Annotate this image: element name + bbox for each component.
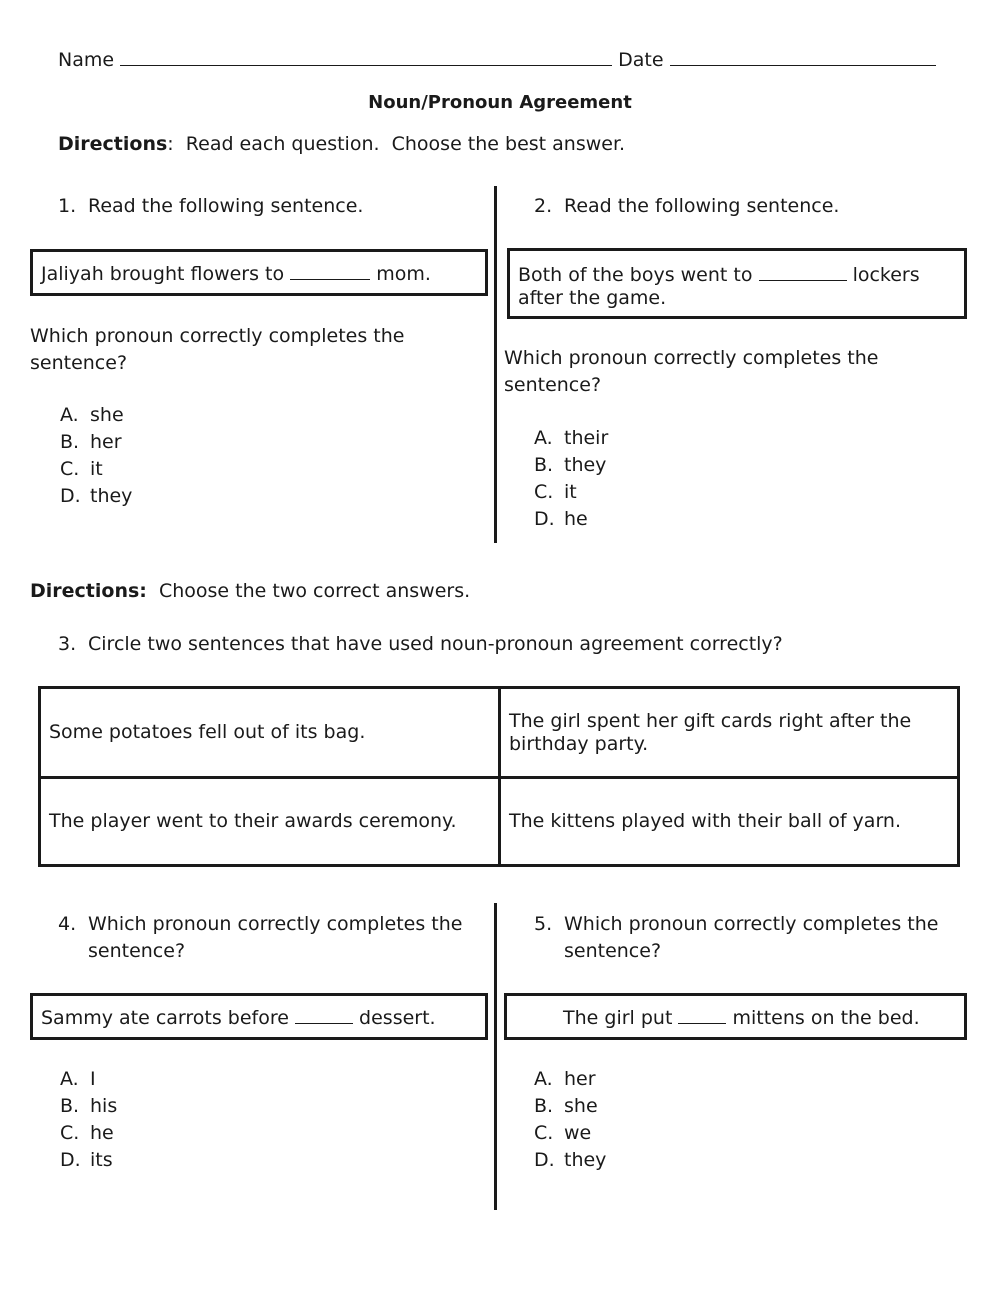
question-5-number: 5. (534, 913, 553, 935)
option-letter: B. (534, 1095, 554, 1117)
option-letter: D. (534, 508, 555, 530)
q4-option-c[interactable] (60, 1120, 117, 1147)
q4-question-line2: sentence? (88, 940, 186, 962)
q5-sentence-before: The girl put (563, 1007, 673, 1029)
q5-question-line2: sentence? (564, 940, 662, 962)
option-text: they (564, 1149, 607, 1171)
question-3-prompt-text: Circle two sentences that have used noun-pronoun agreement correctly? (88, 633, 783, 655)
directions-2-label: Directions: (30, 580, 147, 602)
q2-sentence-blank (759, 262, 847, 281)
directions-2-text: Choose the two correct answers. (146, 580, 471, 602)
name-label: Name (58, 49, 115, 71)
q1-question-line1: Which pronoun correctly completes the (30, 325, 405, 347)
q2-option-c[interactable] (534, 479, 608, 506)
option-letter: D. (60, 1149, 81, 1171)
question-2-options (534, 425, 608, 533)
q1-option-d[interactable] (60, 483, 132, 510)
q4-option-b[interactable] (60, 1093, 117, 1120)
q3-cell-3[interactable]: The player went to their awards ceremony. (49, 810, 457, 832)
option-text: she (90, 404, 124, 426)
q1-question-line2: sentence? (30, 352, 128, 374)
option-letter: A. (534, 427, 553, 449)
option-text: I (90, 1068, 96, 1090)
option-letter: A. (534, 1068, 553, 1090)
q5-sentence-blank (678, 1005, 726, 1024)
q2-sentence-line2: after the game. (518, 287, 667, 309)
q5-option-d[interactable] (534, 1147, 606, 1174)
question-4-options (60, 1066, 117, 1174)
option-letter: B. (534, 454, 554, 476)
question-2-question (504, 345, 878, 399)
question-1-options (60, 402, 132, 510)
name-date-line (58, 47, 936, 71)
option-text: it (90, 458, 103, 480)
option-text: they (564, 454, 607, 476)
date-label: Date (618, 49, 664, 71)
q5-option-a[interactable] (534, 1066, 606, 1093)
directions-1-label: Directions (58, 133, 168, 155)
option-text: it (564, 481, 577, 503)
q4-question-line1: Which pronoun correctly completes the (88, 913, 463, 935)
column-divider-top (494, 186, 497, 543)
q1-sentence-blank (290, 261, 370, 280)
q2-option-d[interactable] (534, 506, 608, 533)
q4-sentence-before: Sammy ate carrots before (41, 1007, 289, 1029)
question-2-number: 2. (534, 195, 553, 217)
option-letter: A. (60, 404, 79, 426)
q2-option-b[interactable] (534, 452, 608, 479)
option-letter: D. (60, 485, 81, 507)
option-text: her (90, 431, 122, 453)
directions-1 (58, 133, 625, 155)
option-letter: C. (534, 481, 554, 503)
question-3-prompt (58, 633, 783, 655)
question-3-number: 3. (58, 633, 77, 655)
q2-sentence-after: lockers (852, 264, 920, 286)
q5-question-line1: Which pronoun correctly completes the (564, 913, 939, 935)
q3-cell-1[interactable]: Some potatoes fell out of its bag. (49, 721, 366, 743)
q2-question-line1: Which pronoun correctly completes the (504, 347, 879, 369)
question-4-question (58, 911, 462, 965)
option-text: he (90, 1122, 114, 1144)
name-field[interactable] (120, 47, 612, 66)
q4-option-d[interactable] (60, 1147, 117, 1174)
question-4-number: 4. (58, 913, 77, 935)
option-text: she (564, 1095, 598, 1117)
question-1-sentence-box (30, 249, 488, 296)
option-text: they (90, 485, 133, 507)
question-2-sentence-box (507, 248, 967, 319)
q2-sentence-line1 (518, 262, 956, 287)
question-2-prompt (534, 195, 839, 217)
column-divider-bottom (494, 903, 497, 1210)
question-5-sentence-box (504, 993, 967, 1040)
question-3-sentence-grid (38, 686, 960, 867)
q1-option-c[interactable] (60, 456, 132, 483)
q1-sentence-before: Jaliyah brought flowers to (41, 263, 285, 285)
question-2-prompt-text: Read the following sentence. (564, 195, 840, 217)
option-letter: C. (60, 458, 80, 480)
directions-2 (30, 580, 470, 602)
q2-sentence-before: Both of the boys went to (518, 264, 753, 286)
question-4-sentence-box (30, 993, 488, 1040)
q3-cell-4[interactable]: The kittens played with their ball of yarn. (509, 810, 902, 832)
q5-option-b[interactable] (534, 1093, 606, 1120)
option-letter: C. (60, 1122, 80, 1144)
question-1-question (30, 323, 404, 377)
page-title: Noun/Pronoun Agreement (368, 92, 632, 113)
q1-option-b[interactable] (60, 429, 132, 456)
option-text: their (564, 427, 609, 449)
q4-sentence-after: dessert. (359, 1007, 436, 1029)
option-text: he (564, 508, 588, 530)
option-text: her (564, 1068, 596, 1090)
option-text: we (564, 1122, 592, 1144)
q1-option-a[interactable] (60, 402, 132, 429)
option-letter: B. (60, 1095, 80, 1117)
date-field[interactable] (670, 47, 936, 66)
question-5-options (534, 1066, 606, 1174)
q4-option-a[interactable] (60, 1066, 117, 1093)
option-letter: A. (60, 1068, 79, 1090)
q5-sentence-after: mittens on the bed. (732, 1007, 920, 1029)
q5-option-c[interactable] (534, 1120, 606, 1147)
q2-option-a[interactable] (534, 425, 608, 452)
q4-sentence-blank (295, 1005, 353, 1024)
option-text: his (90, 1095, 118, 1117)
directions-1-text: : Read each question. Choose the best answer. (167, 133, 626, 155)
q1-sentence-after: mom. (376, 263, 431, 285)
question-5-question (534, 911, 938, 965)
question-1-prompt-text: Read the following sentence. (88, 195, 364, 217)
q3-cell-2[interactable]: The girl spent her gift cards right after the birthday party. (509, 709, 912, 755)
question-1-number: 1. (58, 195, 77, 217)
option-letter: D. (534, 1149, 555, 1171)
q2-question-line2: sentence? (504, 374, 602, 396)
option-text: its (90, 1149, 113, 1171)
question-1-prompt (58, 195, 363, 217)
option-letter: B. (60, 431, 80, 453)
option-letter: C. (534, 1122, 554, 1144)
